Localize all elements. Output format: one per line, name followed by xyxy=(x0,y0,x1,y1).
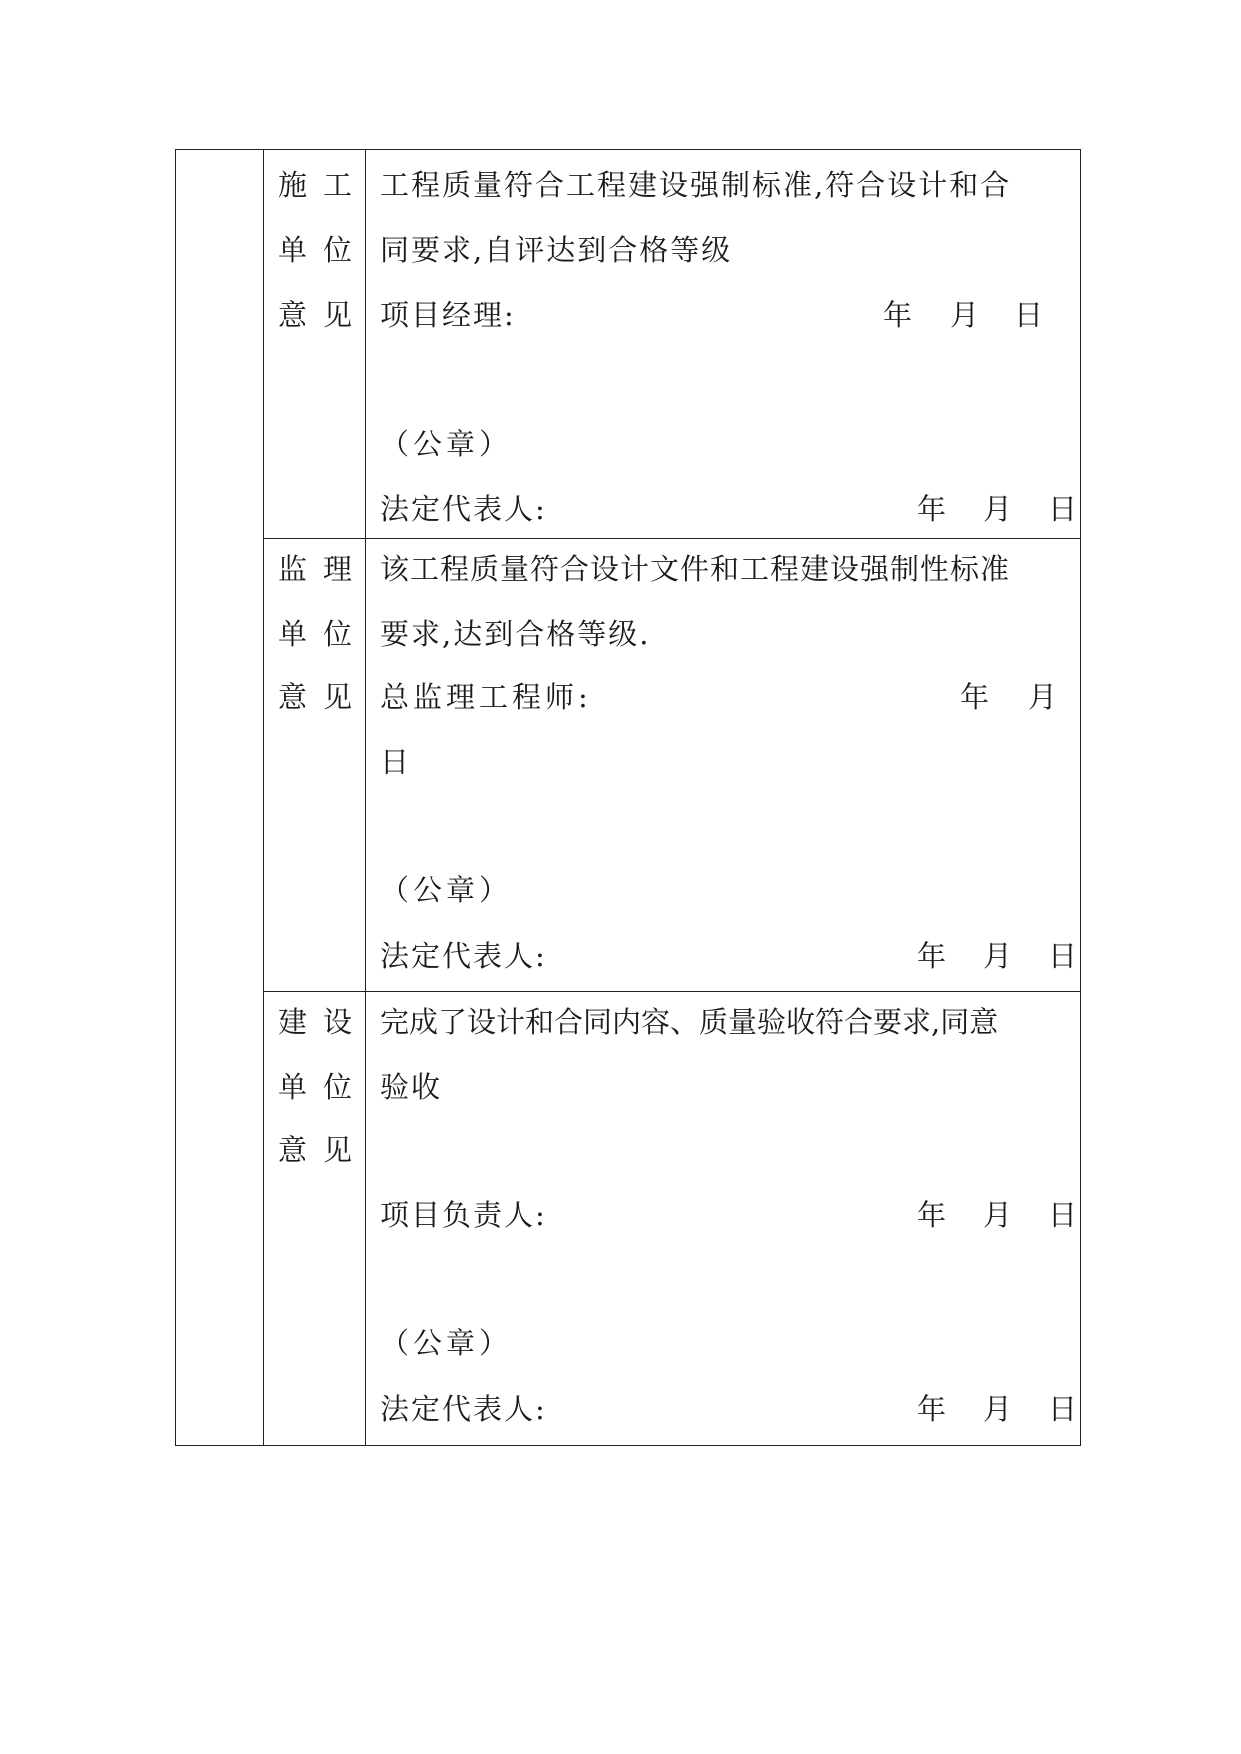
date-year: 年 xyxy=(917,939,947,973)
section-label-line: 单位 xyxy=(278,233,369,267)
section-label-line: 单位 xyxy=(278,617,369,651)
date-day: 日 xyxy=(1048,939,1078,973)
section-label-line: 单位 xyxy=(278,1070,369,1104)
date-month: 月 xyxy=(950,298,980,332)
left-blank-column xyxy=(176,150,264,1445)
opinion-content-cell xyxy=(366,539,1080,991)
date-day: 日 xyxy=(1048,1198,1078,1232)
opinion-text-line: 验收 xyxy=(380,1070,443,1104)
opinion-text-line: 完成了设计和合同内容、质量验收符合要求,同意 xyxy=(380,1005,999,1039)
section-label-cell xyxy=(264,992,369,1445)
opinion-content-cell xyxy=(366,992,1080,1445)
seal-label: （公章） xyxy=(380,427,513,461)
opinion-text-line: 要求,达到合格等级. xyxy=(380,617,651,651)
legal-representative-label: 法定代表人: xyxy=(380,939,547,973)
construction-unit-section xyxy=(264,150,1080,539)
section-label-line: 意见 xyxy=(278,1133,369,1167)
date-month: 月 xyxy=(1028,680,1058,714)
opinion-content-cell xyxy=(366,150,1080,538)
section-label-line: 施工 xyxy=(278,168,369,202)
date-year: 年 xyxy=(883,298,913,332)
acceptance-opinion-table xyxy=(175,149,1081,1446)
date-year: 年 xyxy=(960,680,990,714)
date-day: 日 xyxy=(1014,298,1044,332)
date-month: 月 xyxy=(983,492,1013,526)
owner-unit-section xyxy=(264,992,1080,1445)
project-manager-label: 项目经理: xyxy=(380,298,516,332)
date-year: 年 xyxy=(917,1392,947,1426)
opinion-text-line: 该工程质量符合设计文件和工程建设强制性标准 xyxy=(380,552,1011,586)
section-label-line: 意见 xyxy=(278,680,369,714)
opinion-text-line: 工程质量符合工程建设强制标准,符合设计和合 xyxy=(380,168,1012,202)
section-label-line: 监理 xyxy=(278,552,369,586)
opinion-text-line: 同要求,自评达到合格等级 xyxy=(380,233,733,267)
date-day: 日 xyxy=(1048,492,1078,526)
date-month: 月 xyxy=(983,1392,1013,1426)
section-label-cell xyxy=(264,150,369,538)
date-day: 日 xyxy=(1048,1392,1078,1426)
date-day: 日 xyxy=(380,745,412,779)
section-label-line: 意见 xyxy=(278,298,369,332)
date-year: 年 xyxy=(917,1198,947,1232)
date-year: 年 xyxy=(917,492,947,526)
project-leader-label: 项目负责人: xyxy=(380,1198,547,1232)
chief-supervisor-label: 总监理工程师: xyxy=(380,680,592,714)
section-label-cell xyxy=(264,539,369,991)
date-month: 月 xyxy=(983,1198,1013,1232)
seal-label: （公章） xyxy=(380,873,513,907)
date-month: 月 xyxy=(983,939,1013,973)
section-label-line: 建设 xyxy=(278,1005,369,1039)
legal-representative-label: 法定代表人: xyxy=(380,1392,547,1426)
seal-label: （公章） xyxy=(380,1326,513,1360)
legal-representative-label: 法定代表人: xyxy=(380,492,547,526)
supervision-unit-section xyxy=(264,539,1080,992)
